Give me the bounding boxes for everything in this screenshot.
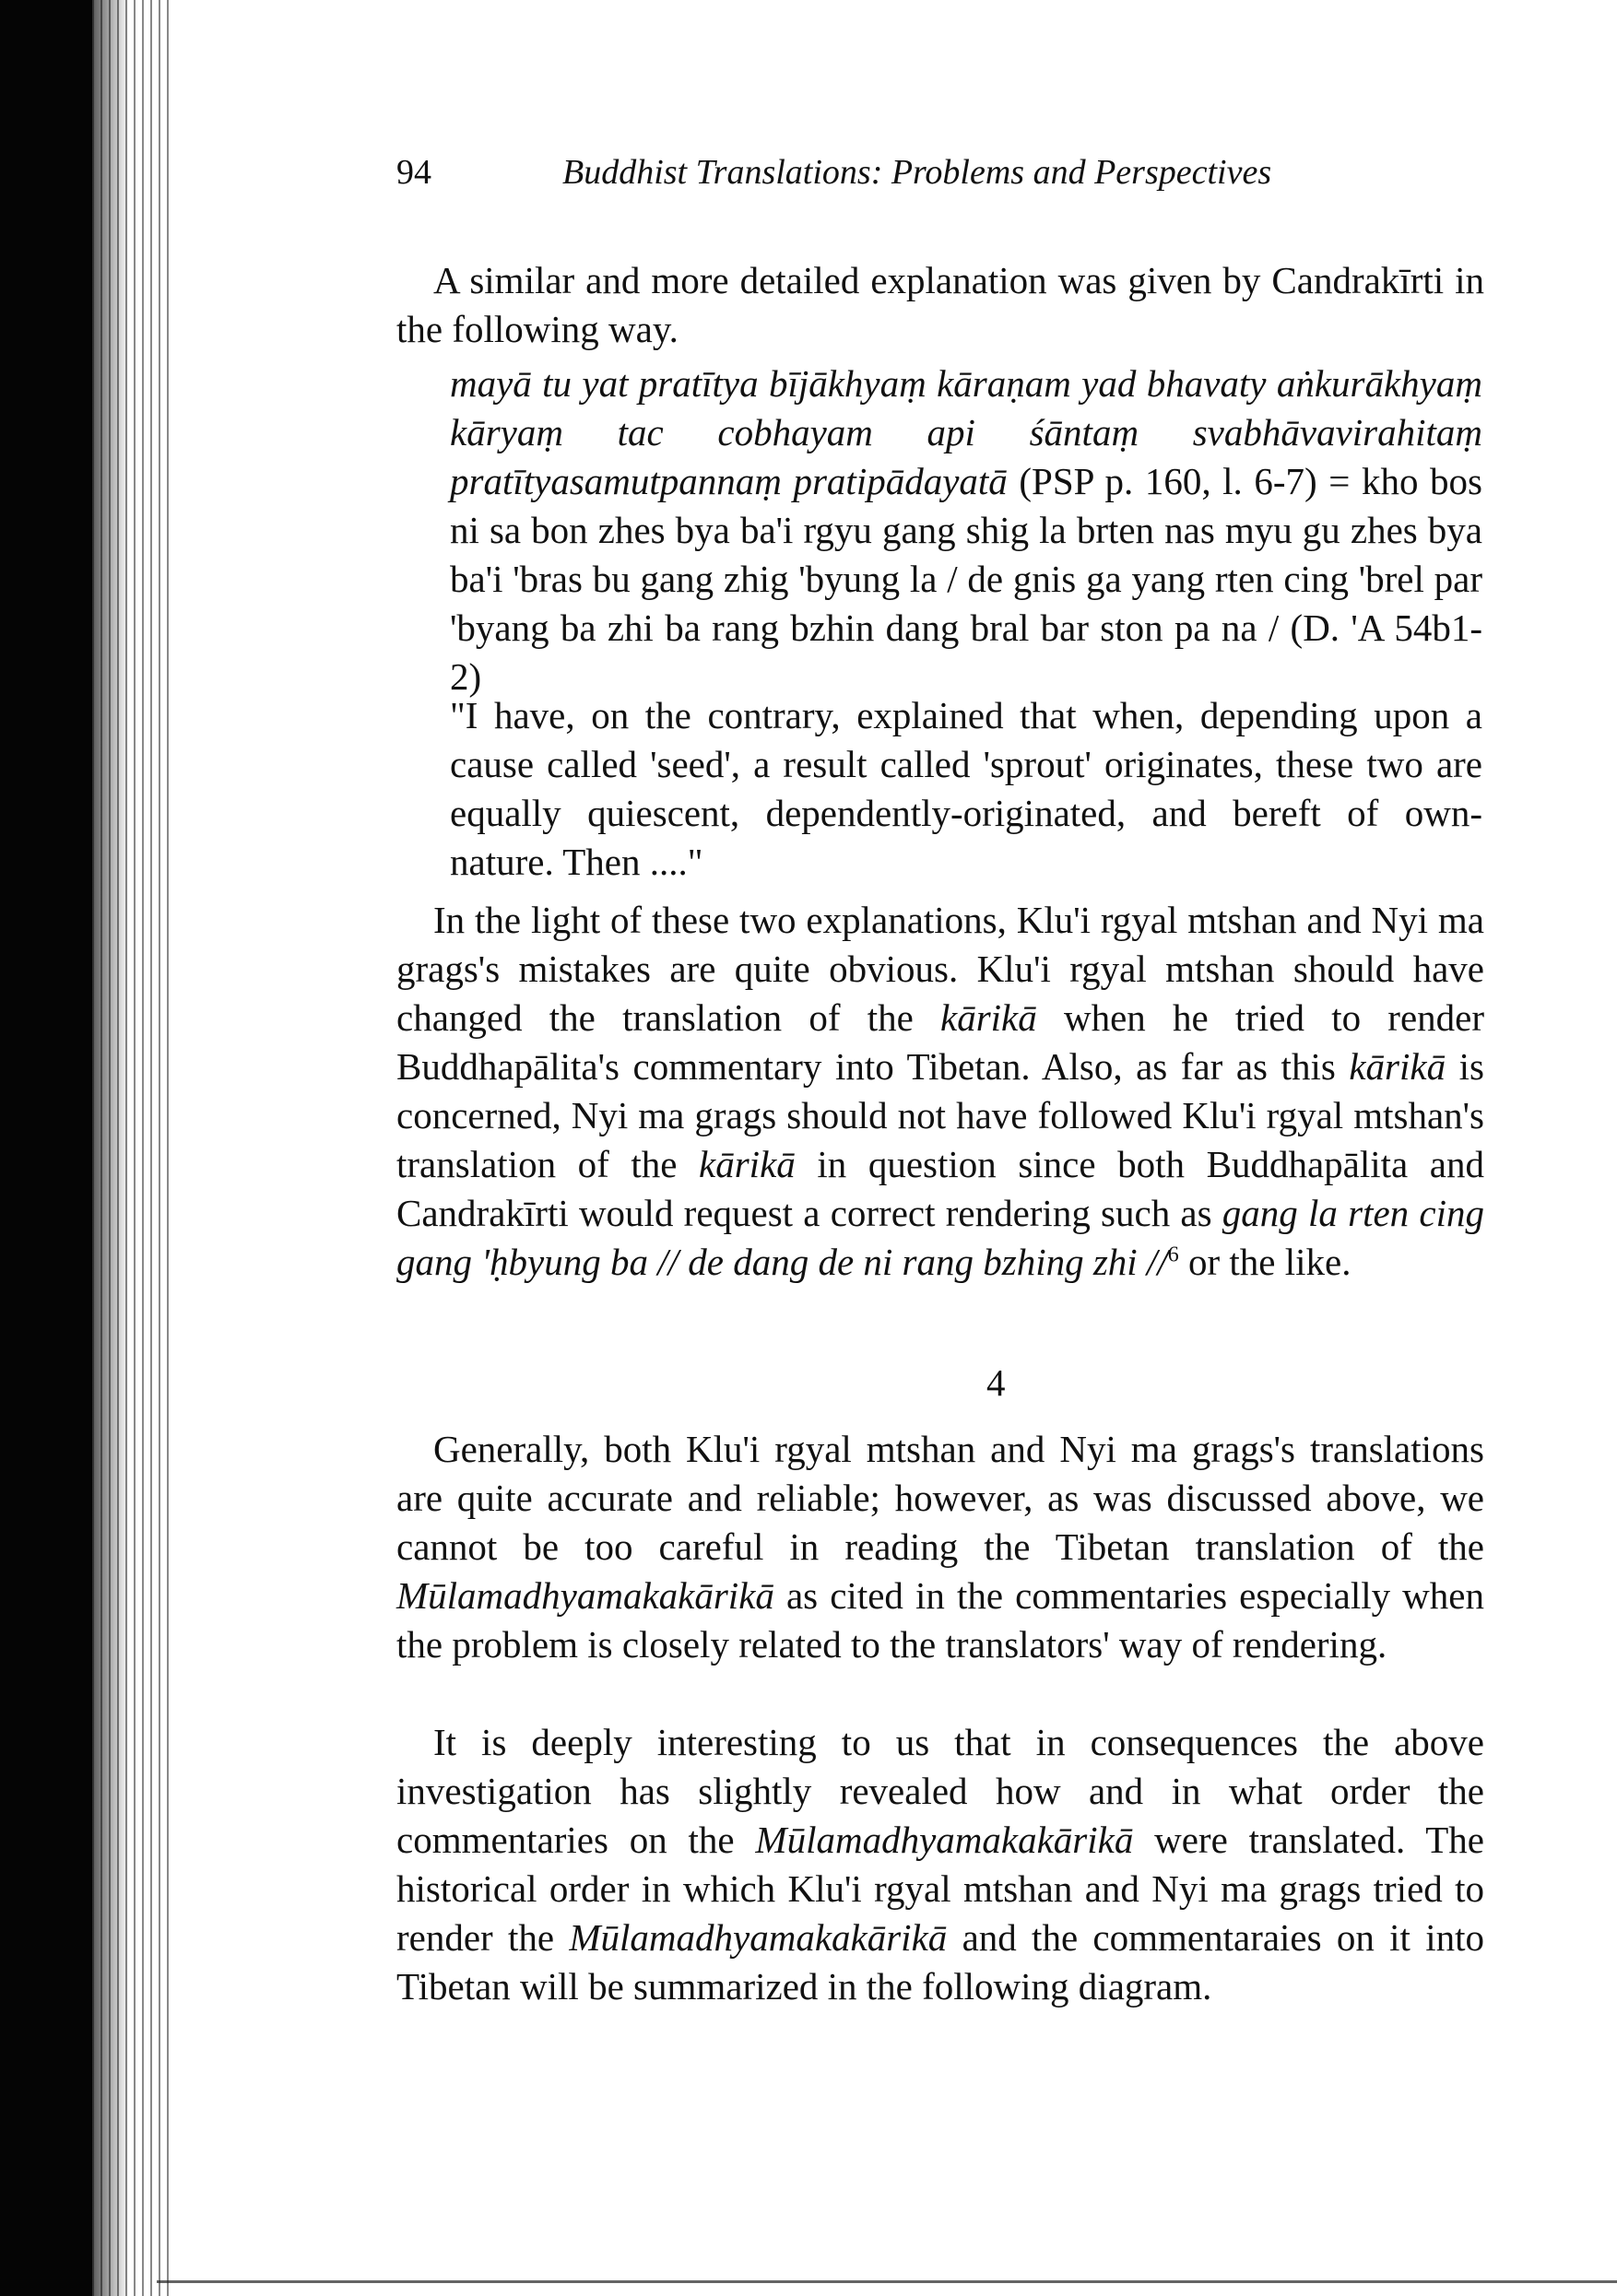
english-translation-quote: "I have, on the contrary, explained that when, depending upon a cause called 'seed', a result called 'sprout' originates, these two are equally quiescent, dependently-originated, and bereft of own-nature. Then ...." [450,694,1482,883]
tibetan-quote: (PSP p. 160, l. 6-7) = kho bos ni sa bon zhes bya ba'i rgyu gang shig la brten nas myu gu zhes bya ba'i 'bras bu gang zhig 'byung la / de gnis ga yang rten cing 'brel par 'byang ba zhi ba rang bzhin dang bral bar ston pa na / (D. 'A 54b1-2) [450,460,1482,698]
text-run: In the light of these two explanations, Klu'i rgyal mtshan and Nyi ma grags's mistakes are quite obvious. Klu'i rgyal mtshan should have changed the translation of the [396,899,1484,1039]
text-run: as cited in the commentaries especially when the problem is closely related to the translators' way of rendering. [396,1574,1484,1666]
italic-term: kārikā [940,996,1037,1039]
footnote-marker: 6 [1167,1242,1179,1267]
binding-page-edges [92,0,175,2296]
book-binding-shadow [0,0,92,2296]
paragraph-analysis [396,896,1484,1287]
italic-title: Mūlamadhyamakakārikā [755,1819,1134,1861]
italic-title: Mūlamadhyamakakārikā [569,1916,948,1959]
sanskrit-tibetan-citation [450,359,1482,701]
text-run: Generally, both Klu'i rgyal mtshan and Nyi ma grags's translations are quite accurate and reliable; however, as was discussed above, we cannot be too careful in reading the Tibetan translation of the [396,1428,1484,1568]
bottom-page-edge [157,2280,1617,2283]
paragraph-generally [396,1425,1484,1669]
text-run: when he tried to render Buddhapālita's commentary into Tibetan. Also, as far as this [396,996,1485,1088]
text-run: in question since both Buddhapālita and Candrakīrti would request a correct rendering such as [396,1143,1484,1234]
italic-term: kārikā [699,1143,796,1185]
italic-term: kārikā [1349,1045,1446,1088]
text-run: or the like. [1178,1241,1351,1283]
page-number: 94 [396,153,431,192]
italic-title: Mūlamadhyamakakārikā [396,1574,774,1617]
text-run: is concerned, Nyi ma grags should not have followed Klu'i rgyal mtshan's translation of the [396,1045,1484,1185]
italic-tibetan-phrase: gang la rten cing gang 'ḥbyung ba // de dang de ni rang bzhing zhi // [396,1192,1484,1283]
sanskrit-quote: mayā tu yat pratītya bījākhyaṃ kāraṇam yad bhavaty aṅkurākhyaṃ kāryaṃ tac cobhayam api śāntaṃ svabhāvavirahitaṃ pratītyasamutpannaṃ pratipādayatā [450,362,1482,502]
text-run: It is deeply interesting to us that in consequences the above investigation has slightly revealed how and in what order the commentaries on the [396,1721,1484,1861]
section-number: 4 [986,1361,1006,1404]
paragraph-intro: A similar and more detailed explanation was given by Candrakīrti in the following way. [396,259,1484,350]
text-run: and the commentaraies on it into Tibetan will be summarized in the following diagram. [396,1916,1485,2008]
text-run: were translated. The historical order in which Klu'i rgyal mtshan and Nyi ma grags tried to render the [396,1819,1484,1959]
running-title: Buddhist Translations: Problems and Perspectives [562,153,1272,192]
page-header [396,152,1374,198]
paragraph-conclusion [396,1718,1484,2011]
